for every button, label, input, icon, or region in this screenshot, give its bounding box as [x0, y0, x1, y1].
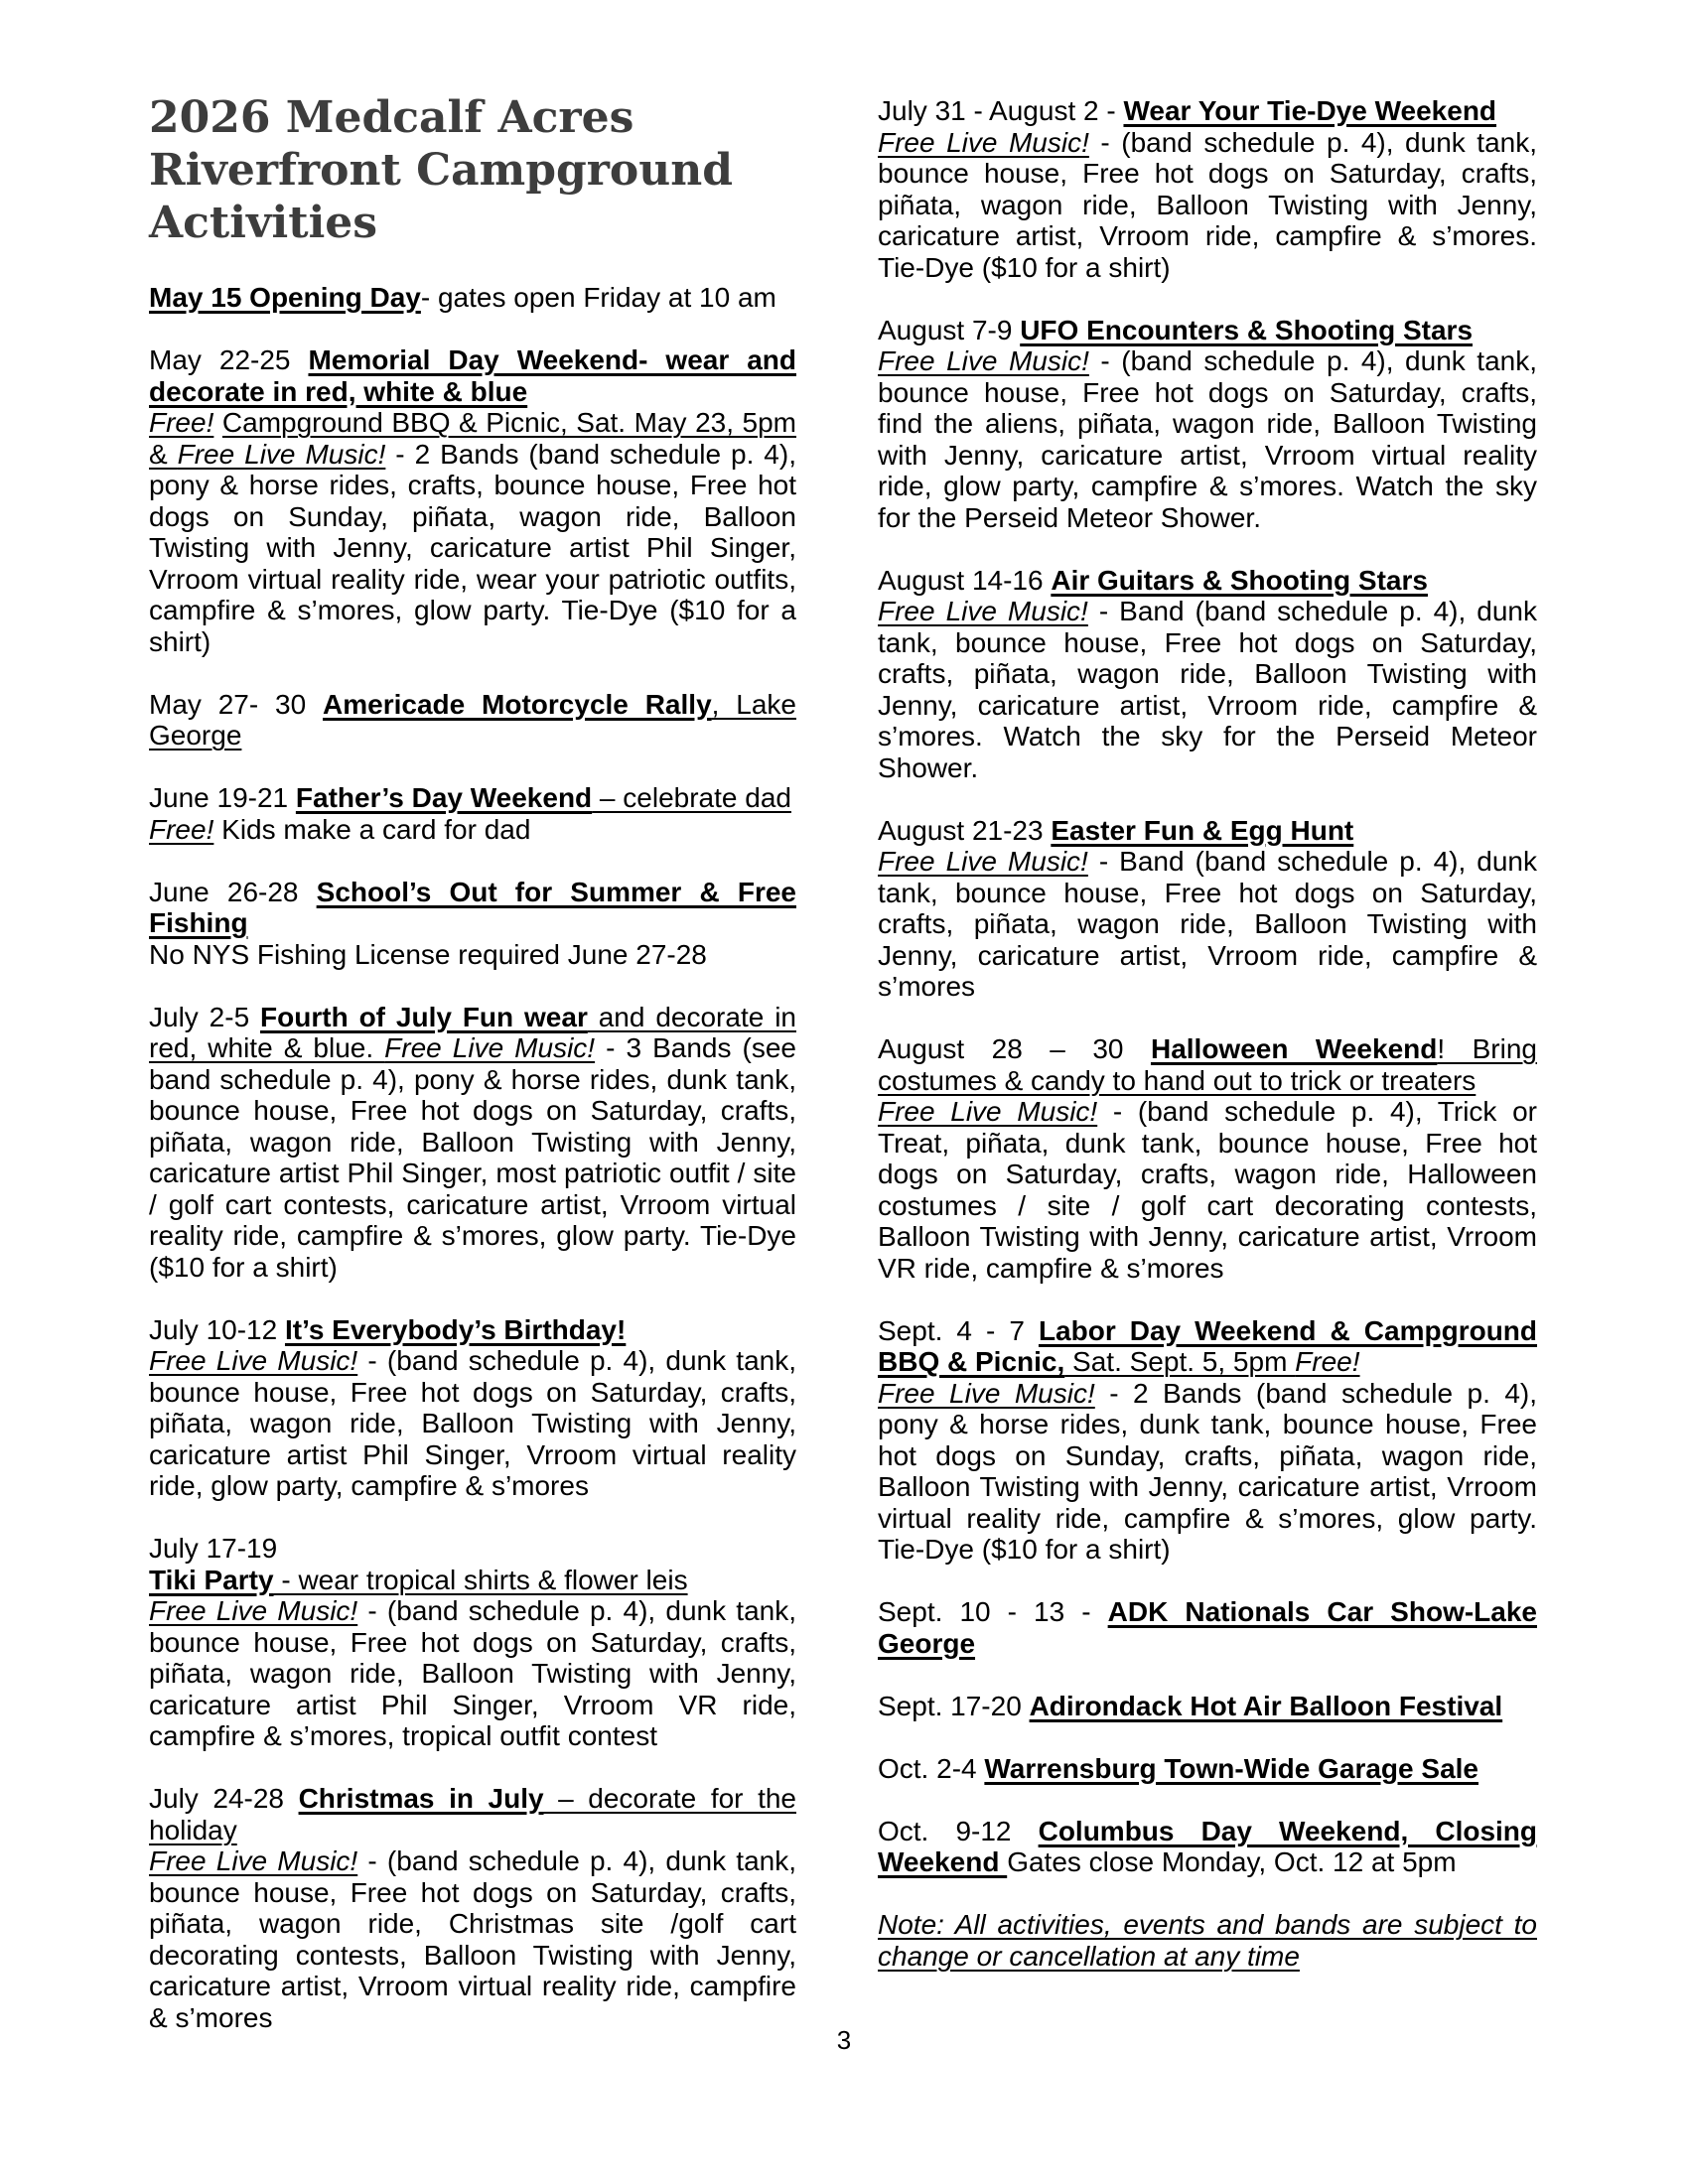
text-run: August 14-16	[878, 564, 1052, 596]
text-run: - (band schedule p. 4), Trick or Treat, piñata, dunk tank, bounce house, Free hot dogs on Saturday, crafts, wagon ride, Halloween costumes / site / golf cart decorating contests, Balloon Twisting with Jenny, caricature artist, Vrroom VR ride, campfire & s’mores	[878, 1096, 1537, 1284]
event	[878, 1596, 1537, 1659]
event	[149, 689, 796, 751]
event	[149, 344, 796, 657]
event	[149, 782, 796, 845]
text-run: Sept. 4 - 7	[878, 1314, 1039, 1346]
text-run: August 28 – 30	[878, 1033, 1151, 1064]
text-run: - gates open Friday at 10 am	[420, 282, 776, 313]
text-run: - Band (band schedule p. 4), dunk tank, bounce house, Free hot dogs on Saturday, crafts, piñata, wagon ride, Balloon Twisting with Jenny, caricature artist, Vrroom ride, campfire & s’mores. Watch the sky for the Perseid Meteor Shower.	[878, 596, 1537, 783]
paragraph	[149, 814, 796, 846]
text-run: Note: All activities, events and bands are subject to change or cancellation at any time	[878, 1909, 1537, 1972]
text-run: Free Live Music!	[878, 345, 1089, 376]
text-run: Free Live Music!	[149, 1595, 358, 1626]
text-run: No NYS Fishing License required June 27-28	[149, 938, 707, 970]
text-run: August 7-9	[878, 314, 1021, 345]
event	[149, 1002, 796, 1284]
text-run: Free Live Music!	[384, 1032, 596, 1063]
paragraph	[878, 1596, 1537, 1659]
paragraph	[149, 877, 796, 939]
text-run: Halloween Weekend	[1150, 1033, 1438, 1064]
text-run: Free!	[149, 813, 214, 845]
paragraph	[878, 565, 1537, 597]
paragraph	[878, 1753, 1537, 1785]
event	[149, 1533, 796, 1752]
paragraph	[149, 1002, 796, 1284]
right-column	[878, 95, 1537, 2003]
text-run: - (band schedule p. 4), dunk tank, bounce house, Free hot dogs on Saturday, crafts, piñata, wagon ride, Christmas site /golf cart decorating contests, Balloon Twisting with Jenny, caricature artist, Vrroom virtual reality ride, campfire & s’mores	[149, 1845, 796, 2033]
text-run: July 31 - August 2 -	[878, 95, 1124, 126]
paragraph	[878, 127, 1537, 284]
text-run: - Band (band schedule p. 4), dunk tank, bounce house, Free hot dogs on Saturday, crafts, piñata, wagon ride, Balloon Twisting with Jenny, caricature artist, Vrroom ride, campfire & s’mores	[878, 846, 1537, 1002]
paragraph	[149, 1845, 796, 2033]
text-run: – decorate for the holiday	[149, 1783, 796, 1845]
text-run: July 2-5	[149, 1001, 261, 1032]
event	[149, 1783, 796, 2033]
text-run: Free Live Music!	[149, 1845, 358, 1876]
page-number: 3	[836, 2025, 852, 2055]
text-run: It’s Everybody’s Birthday!	[284, 1313, 627, 1345]
paragraph	[149, 344, 796, 407]
text-run: Campground BBQ & Picnic, Sat. May 23, 5pm &	[149, 407, 797, 470]
text-run: - (band schedule p. 4), dunk tank, bounce house, Free hot dogs on Saturday, crafts, piñata, wagon ride, Balloon Twisting with Jenny, caricature artist, Vrroom ride, campfire & s’mores. Tie-Dye ($10 for a shirt)	[878, 126, 1538, 283]
paragraph	[149, 1314, 796, 1346]
paragraph	[149, 1783, 796, 1845]
paragraph	[149, 407, 796, 657]
paragraph	[149, 1345, 796, 1502]
left-column	[149, 282, 796, 2065]
text-run: Christmas in July	[298, 1783, 544, 1814]
text-run: Tiki Party	[149, 1564, 274, 1595]
text-run: , Lake George	[149, 688, 796, 751]
text-run: Americade Motorcycle Rally	[323, 688, 712, 720]
text-run: and decorate in red, white & blue.	[149, 1001, 796, 1063]
event	[878, 315, 1537, 534]
text-run: – celebrate dad	[592, 782, 791, 813]
event	[878, 1909, 1537, 1972]
event	[878, 1315, 1537, 1566]
paragraph	[878, 846, 1537, 1003]
paragraph	[878, 345, 1537, 533]
paragraph	[149, 782, 796, 814]
text-run: - 2 Bands (band schedule p. 4), pony & horse rides, crafts, bounce house, Free hot dogs on Sunday, piñata, wagon ride, Balloon Twisting with Jenny, caricature artist Phil Singer, Vrroom virtual reality ride, wear your patriotic outfits, campfire & s’mores, glow party. Tie-Dye ($10 for a shirt)	[149, 438, 796, 657]
text-run: ADK Nationals Car Show-Lake George	[878, 1596, 1537, 1659]
event	[149, 282, 796, 314]
event	[878, 1033, 1537, 1284]
text-run: - (band schedule p. 4), dunk tank, bounce house, Free hot dogs on Saturday, crafts, piñata, wagon ride, Balloon Twisting with Jenny, caricature artist Phil Singer, Vrroom VR ride, campfire & s’mores, tropical outfit contest	[149, 1595, 796, 1751]
text-run: July 17-19	[149, 1533, 278, 1564]
text-run: Free Live Music!	[878, 1096, 1098, 1127]
text-run: Memorial Day Weekend- wear and decorate in red, white & blue	[149, 344, 796, 407]
text-run: July 10-12	[149, 1313, 285, 1345]
paragraph	[149, 282, 796, 314]
text-run: Kids make a card for dad	[213, 813, 531, 845]
text-run: UFO Encounters & Shooting Stars	[1020, 314, 1474, 345]
event	[149, 1314, 796, 1502]
text-run: - 3 Bands (see band schedule p. 4), pony & horse rides, dunk tank, bounce house, Free hot dogs on Saturday, crafts, piñata, wagon ride, Balloon Twisting with Jenny, caricature artist Phil Singer, most patriotic outfit / site / golf cart contests, caricature artist, Vrroom virtual reality ride, campfire & s’mores, glow party. Tie-Dye ($10 for a shirt)	[149, 1032, 797, 1283]
event	[149, 877, 796, 971]
text-run: Warrensburg Town-Wide Garage Sale	[984, 1752, 1478, 1784]
paragraph	[878, 1378, 1537, 1566]
text-run: Free Live Music!	[878, 596, 1088, 626]
text-run: Wear Your Tie-Dye Weekend	[1123, 95, 1497, 126]
text-run: Oct. 2-4	[878, 1752, 985, 1784]
event	[878, 1691, 1537, 1722]
paragraph	[878, 1816, 1537, 1878]
text-run: Gates close Monday, Oct. 12 at 5pm	[1007, 1846, 1457, 1877]
paragraph	[878, 1315, 1537, 1378]
text-run: July 24-28	[149, 1783, 299, 1814]
text-run: Easter Fun & Egg Hunt	[1051, 814, 1354, 846]
text-run: Free Live Music!	[149, 1345, 358, 1376]
text-run: - (band schedule p. 4), dunk tank, bounce house, Free hot dogs on Saturday, crafts, piñata, wagon ride, Balloon Twisting with Jenny, caricature artist Phil Singer, Vrroom virtual reality ride, glow party, campfire & s’mores	[149, 1345, 796, 1501]
paragraph	[878, 1909, 1537, 1972]
text-run	[213, 407, 222, 438]
event	[878, 1753, 1537, 1785]
event	[878, 815, 1537, 1003]
paragraph	[878, 596, 1537, 783]
paragraph	[878, 315, 1537, 346]
event	[878, 565, 1537, 784]
text-run: June 19-21	[149, 782, 296, 813]
paragraph	[149, 939, 796, 971]
paragraph	[878, 815, 1537, 847]
text-run: Free Live Music!	[878, 846, 1088, 877]
text-run: August 21-23	[878, 814, 1052, 846]
text-run: - (band schedule p. 4), dunk tank, bounce house, Free hot dogs on Saturday, crafts, find the aliens, piñata, wagon ride, Balloon Twisting with Jenny, caricature artist, Vrroom virtual reality ride, glow party, campfire & s’mores. Watch the sky for the Perseid Meteor Shower.	[878, 345, 1538, 533]
text-run: Sept. 17-20	[878, 1690, 1030, 1721]
event	[878, 1816, 1537, 1878]
text-run: Sat. Sept. 5, 5pm	[1064, 1346, 1296, 1377]
text-run: Free!	[149, 407, 214, 438]
text-run: Free!	[1295, 1346, 1360, 1377]
text-run: Labor Day Weekend & Campground BBQ & Picnic,	[878, 1314, 1538, 1377]
text-run: Sept. 10 - 13 -	[878, 1596, 1108, 1627]
paragraph	[878, 95, 1537, 127]
text-run: Fourth of July Fun wear	[260, 1001, 588, 1032]
text-run: Oct. 9-12	[878, 1815, 1039, 1846]
text-run: Father’s Day Weekend	[295, 782, 593, 813]
text-run: School’s Out for Summer & Free Fishing	[149, 876, 796, 938]
text-run: Free Live Music!	[878, 1377, 1095, 1409]
text-run: May 15 Opening Day	[149, 282, 421, 313]
text-run: June 26-28	[149, 876, 317, 907]
text-run: - wear tropical shirts & flower leis	[273, 1564, 688, 1595]
text-run: May 22-25	[149, 344, 309, 375]
event	[878, 95, 1537, 283]
text-run: Adirondack Hot Air Balloon Festival	[1029, 1690, 1503, 1721]
paragraph	[878, 1096, 1537, 1284]
paragraph	[878, 1691, 1537, 1722]
text-run: Columbus Day Weekend, Closing Weekend	[878, 1815, 1538, 1877]
text-run: May 27- 30	[149, 688, 324, 720]
paragraph	[149, 1595, 796, 1752]
text-run: - 2 Bands (band schedule p. 4), pony & horse rides, dunk tank, bounce house, Free hot dogs on Sunday, crafts, piñata, wagon ride, Balloon Twisting with Jenny, caricature artist, Vrroom virtual reality ride, campfire & s’mores, glow party. Tie-Dye ($10 for a shirt)	[878, 1377, 1537, 1565]
paragraph	[149, 1533, 796, 1565]
page-title: 2026 Medcalf Acres Riverfront Campground Activities	[149, 92, 734, 248]
text-run: Air Guitars & Shooting Stars	[1051, 564, 1428, 596]
text-run: Free Live Music!	[177, 438, 386, 470]
paragraph	[149, 1565, 796, 1596]
paragraph	[149, 689, 796, 751]
text-run: Free Live Music!	[878, 126, 1089, 158]
text-run: ! Bring costumes & candy to hand out to trick or treaters	[878, 1033, 1537, 1096]
paragraph	[878, 1033, 1537, 1096]
